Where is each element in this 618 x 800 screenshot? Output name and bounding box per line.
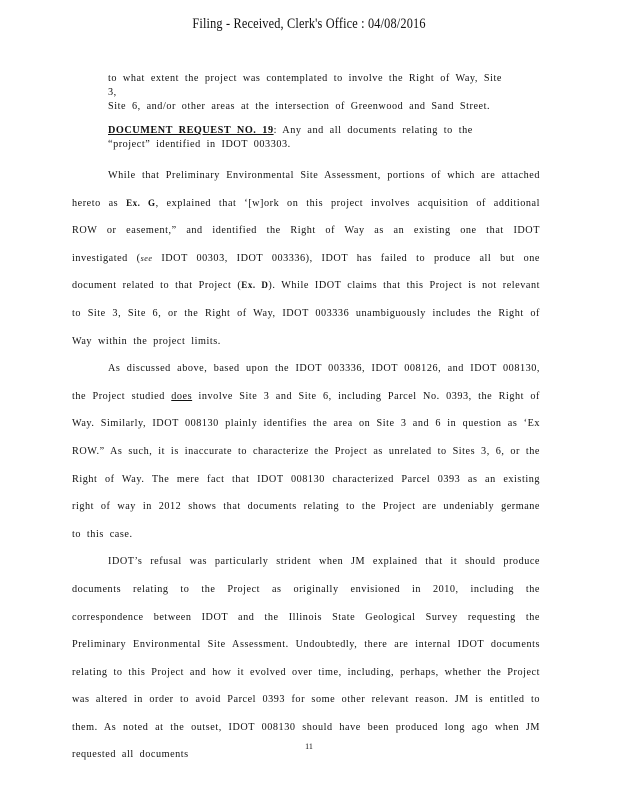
paragraph-1: While that Preliminary Environmental Site Assessment, portions of which are attached hereto as Ex. G, explained that ‘[w]ork on this project involves acquisition of additional ROW or easement,” and identified the Right of Way as an existing one that IDOT investigated (see IDOT 00303, IDOT 003336), IDOT has failed to produce all but one document related to that Project (Ex. D). While IDOT claims that this Project is not relevant to Site 3, Site 6, or the Right of Way, IDOT 003336 unambiguously includes the Right of Way within the project limits. <box>72 170 541 347</box>
intro-line-2: Site 6, and/or other areas at the intersection of Greenwood and Sand Street. <box>108 101 491 112</box>
intro-line-1: to what extent the project was contemplated to involve the Right of Way, Site 3, <box>108 73 502 98</box>
page-number: 11 <box>305 742 313 751</box>
request-line-2: “project” identified in IDOT 003303. <box>108 139 291 150</box>
document-request-19 <box>108 124 512 152</box>
body-text <box>72 162 540 769</box>
request-heading: DOCUMENT REQUEST NO. 19 <box>108 125 274 136</box>
document-page <box>72 72 540 769</box>
paragraph-3: IDOT’s refusal was particularly strident when JM explained that it should produce documents relating to the Project as originally envisioned in 2010, including the correspondence between IDOT and the Illinois State Geological Survey requesting the Preliminary Environmental Site Assessment. Undoubtedly, there are internal IDOT documents relating to this Project and how it evolved over time, including, perhaps, whether the Project was altered in order to avoid Parcel 0393 for some other relevant reason. JM is entitled to them. As noted at the outset, IDOT 008130 should have been produced long ago when JM requested all documents <box>72 556 540 761</box>
exhibit-d-ref: Ex. D <box>241 280 269 291</box>
see-signal: see <box>140 253 153 263</box>
request-text: : Any and all documents relating to the <box>273 125 473 136</box>
intro-paragraph <box>108 72 506 114</box>
filing-header: Filing - Received, Clerk's Office : 04/08/2016 <box>192 16 426 32</box>
exhibit-g-ref: Ex. G <box>126 197 156 208</box>
paragraph-2: As discussed above, based upon the IDOT 003336, IDOT 008126, and IDOT 008130, the Project studied does involve Site 3 and Site 6, including Parcel No. 0393, the Right of Way. Similarly, IDOT 008130 plainly identifies the area on Site 3 and 6 in question as ‘Ex ROW.” As such, it is inaccurate to characterize the Project as unrelated to Sites 3, 6, or the Right of Way. The mere fact that IDOT 008130 characterized Parcel 0393 as an existing right of way in 2012 shows that documents relating to the Project are undeniably germane to this case. <box>72 363 540 540</box>
emphasized-does: does <box>171 390 193 402</box>
